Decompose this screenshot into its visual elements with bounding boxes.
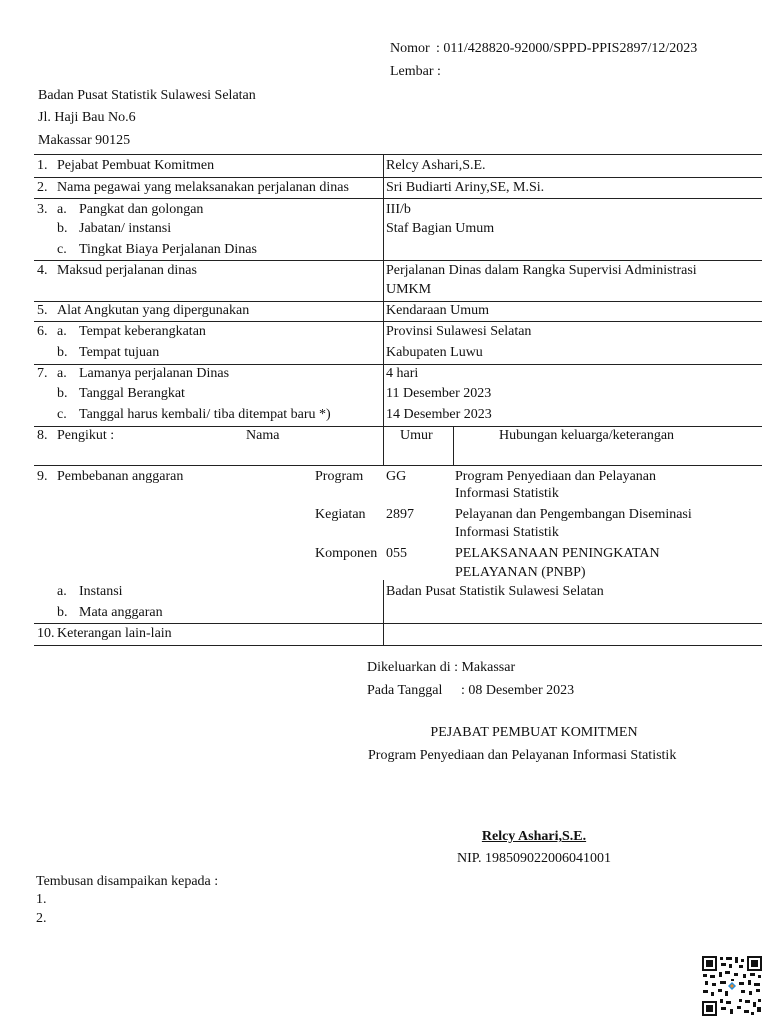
row-label: Tanggal harus kembali/ tiba ditempat baru *) [79,407,331,422]
sub-letter: a. [57,202,67,217]
komponen-name: PELAKSANAAN PENINGKATAN [455,546,660,561]
row-label: Keterangan lain-lain [57,626,172,641]
row-number: 4. [37,263,48,278]
sub-letter: a. [57,324,67,339]
row-label: Pembebanan anggaran [57,469,184,484]
column-divider [383,154,384,466]
column-header-hubungan: Hubungan keluarga/keterangan [499,428,675,443]
program-name: Informasi Statistik [455,486,559,501]
sub-letter: c. [57,407,67,422]
nomor-value: : 011/428820-92000/SPPD-PPIS2897/12/2023 [436,41,698,56]
kegiatan-name: Pelayanan dan Pengembangan Diseminasi [455,507,692,522]
sub-letter: b. [57,221,68,236]
row-label: Pengikut : [57,428,115,443]
sub-letter: a. [57,366,67,381]
row-label: Pangkat dan golongan [79,202,204,217]
row-value: Kabupaten Luwu [386,345,483,360]
row-label: Jabatan/ instansi [79,221,172,236]
row-value: Provinsi Sulawesi Selatan [386,324,532,339]
row-value: 11 Desember 2023 [386,386,492,401]
table-border [34,154,762,155]
row-number: 1. [37,158,48,173]
row-value: Staf Bagian Umum [386,221,495,236]
cc-item: 2. [36,911,47,926]
row-number: 10. [37,626,55,641]
office-street: Jl. Haji Bau No.6 [38,110,136,125]
komponen-name: PELAYANAN (PNBP) [455,565,586,580]
row-label: Alat Angkutan yang dipergunakan [57,303,250,318]
table-border [34,645,762,646]
row-divider [34,301,762,302]
row-divider [34,364,762,365]
signatory-subtitle: Program Penyediaan dan Pelayanan Informasi Statistik [368,748,677,763]
program-label: Program [315,469,364,484]
sub-letter: c. [57,242,67,257]
row-label: Tempat keberangkatan [79,324,206,339]
signatory-name: Relcy Ashari,S.E. [481,829,587,844]
signatory-title: PEJABAT PEMBUAT KOMITMEN [430,725,638,740]
row-divider [34,198,762,199]
signatory-nip: NIP. 198509022006041001 [456,851,611,866]
issued-date-value: : 08 Desember 2023 [461,683,575,698]
row-divider [34,623,762,624]
sub-letter: b. [57,605,68,620]
row-number: 5. [37,303,48,318]
row-label: Mata anggaran [79,605,163,620]
row-divider [34,465,762,466]
row-value: Kendaraan Umum [386,303,490,318]
row-number: 7. [37,366,48,381]
row-number: 8. [37,428,48,443]
column-divider [383,580,384,646]
row-value: UMKM [386,282,432,297]
row-label: Nama pegawai yang melaksanakan perjalanan dinas [57,180,349,195]
column-divider [453,426,454,466]
cc-item: 1. [36,892,47,907]
sub-letter: b. [57,386,68,401]
row-label: Pejabat Pembuat Komitmen [57,158,215,173]
row-label: Tanggal Berangkat [79,386,185,401]
row-label: Instansi [79,584,123,599]
cc-label: Tembusan disampaikan kepada : [36,874,219,889]
kegiatan-code: 2897 [386,507,414,522]
row-label: Tempat tujuan [79,345,160,360]
lembar-label: Lembar : [390,64,441,79]
program-code: GG [386,469,407,484]
row-value: Badan Pusat Statistik Sulawesi Selatan [386,584,604,599]
sub-letter: b. [57,345,68,360]
row-number: 6. [37,324,48,339]
row-value: III/b [386,202,411,217]
row-divider [34,426,762,427]
kegiatan-label: Kegiatan [315,507,366,522]
row-value: Relcy Ashari,S.E. [386,158,486,173]
office-city: Makassar 90125 [38,133,131,148]
row-divider [34,260,762,261]
row-number: 2. [37,180,48,195]
column-header-umur: Umur [400,428,433,443]
office-name: Badan Pusat Statistik Sulawesi Selatan [38,88,256,103]
program-name: Program Penyediaan dan Pelayanan [455,469,656,484]
komponen-label: Komponen [315,546,378,561]
qr-code-icon [701,955,763,1017]
row-value: Perjalanan Dinas dalam Rangka Supervisi Administrasi [386,263,697,278]
row-value: Sri Budiarti Ariny,SE, M.Si. [386,180,545,195]
row-value: 14 Desember 2023 [386,407,492,422]
kegiatan-name: Informasi Statistik [455,525,559,540]
row-number: 3. [37,202,48,217]
komponen-code: 055 [386,546,407,561]
row-number: 9. [37,469,48,484]
sub-letter: a. [57,584,67,599]
row-label: Lamanya perjalanan Dinas [79,366,230,381]
row-value: 4 hari [386,366,419,381]
row-divider [34,177,762,178]
column-header-nama: Nama [246,428,280,443]
nomor-label: Nomor [390,41,430,56]
row-label: Maksud perjalanan dinas [57,263,197,278]
row-divider [34,321,762,322]
issued-place: Dikeluarkan di : Makassar [367,660,516,675]
row-label: Tingkat Biaya Perjalanan Dinas [79,242,257,257]
issued-date-label: Pada Tanggal [367,683,443,698]
